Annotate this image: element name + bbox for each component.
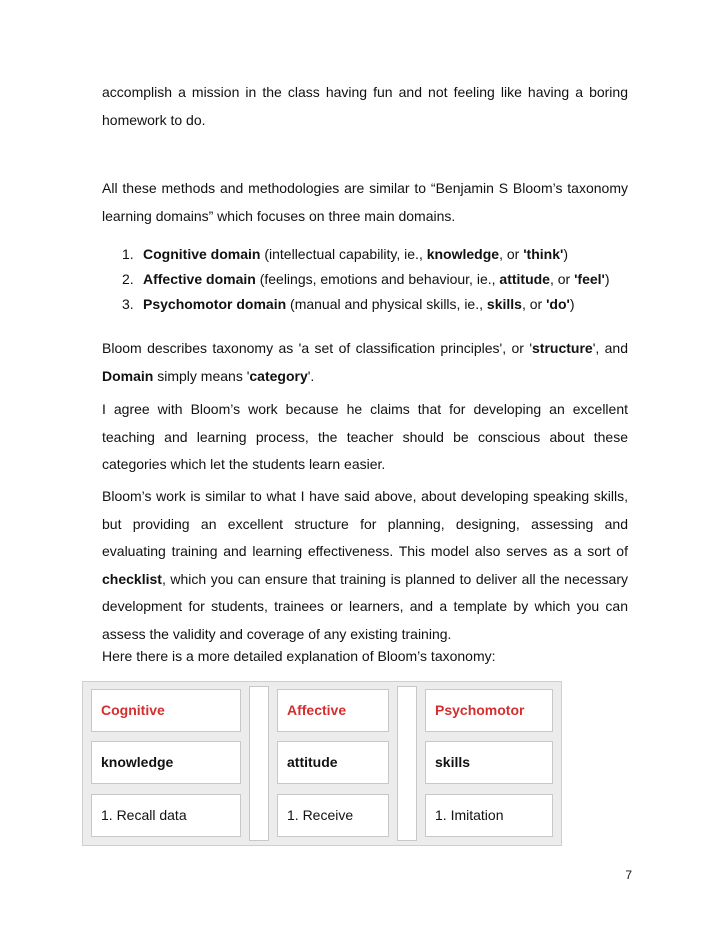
taxonomy-table bbox=[82, 681, 562, 846]
bloom-definition-paragraph: Bloom describes taxonomy as 'a set of classification principles', or 'structure', and Domain simply means 'category'. bbox=[102, 340, 628, 384]
keyword-skills: skills bbox=[425, 741, 553, 784]
explanation-intro-text: Here there is a more detailed explanation of Bloom’s taxonomy: bbox=[102, 648, 496, 664]
column-divider bbox=[397, 686, 417, 841]
keyword-attitude: attitude bbox=[277, 741, 389, 784]
list-item-affective: 2. Affective domain (feelings, emotions and behaviour, ie., attitude, or 'feel') bbox=[122, 271, 610, 287]
list-item-cognitive: 1. Cognitive domain (intellectual capability, ie., knowledge, or 'think') bbox=[122, 246, 568, 262]
agree-text: I agree with Bloom’s work because he claims that for developing an excellent teaching and learning process, the teacher should be conscious about these categories which let the students learn easier. bbox=[102, 401, 628, 472]
lead-text: accomplish a mission in the class having fun and not feeling like having a boring homework to do. bbox=[102, 84, 628, 128]
domains-intro-paragraph bbox=[102, 175, 628, 230]
header-psychomotor: Psychomotor bbox=[425, 689, 553, 732]
agree-paragraph bbox=[102, 396, 628, 479]
domains-list bbox=[122, 242, 642, 317]
domains-intro-text: All these methods and methodologies are similar to “Benjamin S Bloom’s taxonomy learning domains” which focuses on three main domains. bbox=[102, 180, 628, 224]
keyword-knowledge: knowledge bbox=[91, 741, 241, 784]
level-imitation: 1. Imitation bbox=[425, 794, 553, 837]
header-cognitive: Cognitive bbox=[91, 689, 241, 732]
column-divider bbox=[249, 686, 269, 841]
list-item-psychomotor: 3. Psychomotor domain (manual and physical skills, ie., skills, or 'do') bbox=[122, 296, 575, 312]
bloom-work-paragraph: Bloom’s work is similar to what I have said above, about developing speaking skills, but providing an excellent structure for planning, designing, assessing and evaluating training and learning effectiveness. This model also serves as a sort of checklist, which you can ensure that training is planned to deliver all the necessary development for students, trainees or learners, and a template by which you can assess the validity and coverage of any existing training. bbox=[102, 488, 628, 642]
page-number: 7 bbox=[625, 868, 632, 882]
lead-paragraph bbox=[102, 79, 628, 134]
level-recall-data: 1. Recall data bbox=[91, 794, 241, 837]
level-receive: 1. Receive bbox=[277, 794, 389, 837]
explanation-intro-paragraph bbox=[102, 643, 628, 671]
header-affective: Affective bbox=[277, 689, 389, 732]
